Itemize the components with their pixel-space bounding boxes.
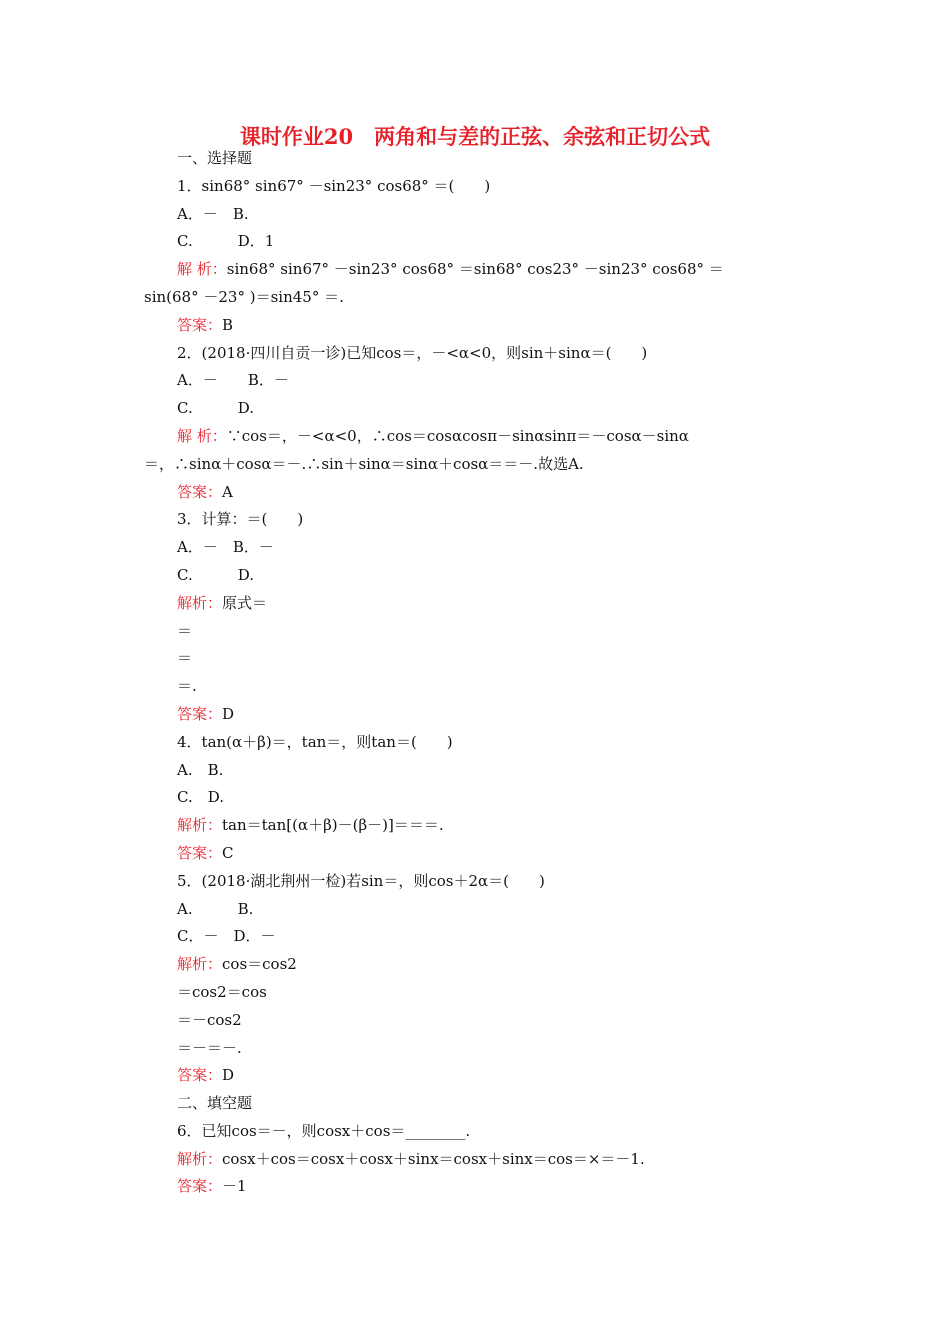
line-text: A．－ B．－ (177, 538, 274, 557)
document-line (177, 534, 950, 562)
line-text: 3．计算：＝( ) (177, 510, 304, 529)
document-line (177, 701, 950, 729)
document-line (177, 312, 950, 340)
document-line (177, 562, 950, 590)
line-text: A (222, 482, 233, 501)
line-text: ＝－＝－. (177, 1038, 242, 1057)
document-body (0, 145, 950, 1201)
line-text: sin(68° －23° )＝sin45° ＝. (144, 287, 344, 306)
line-label: 解析： (177, 593, 223, 612)
document-line (177, 868, 950, 896)
line-label: 解析： (177, 955, 223, 974)
document-line (177, 729, 950, 757)
line-text: A．－ B．－ (177, 371, 289, 390)
document-line (177, 479, 950, 507)
line-text: D (222, 1066, 235, 1085)
document-line (177, 506, 950, 534)
document-line (177, 923, 950, 951)
line-text: A. B. (177, 760, 224, 779)
line-text: cosx＋cos＝cosx＋cosx＋sinx＝cosx＋sinx＝cos＝×＝－1. (222, 1149, 645, 1168)
line-text: 1．sin68° sin67° －sin23° cos68° ＝( ) (177, 176, 491, 195)
line-label: 答案： (177, 704, 223, 723)
line-label: 解析： (177, 816, 223, 835)
line-label: 解 析： (177, 260, 227, 279)
document-line (177, 228, 950, 256)
line-text: B (222, 315, 234, 334)
document-line (177, 395, 950, 423)
line-text: 2．(2018·四川自贡一诊)已知cos＝，－<α<0，则sin＋sinα＝( ) (177, 343, 648, 362)
document-line (177, 1035, 950, 1063)
line-text: ＝，∴sinα＋cosα＝－.∴sin＋sinα＝sinα＋cosα＝＝－.故选A. (144, 454, 584, 473)
page-title: 课时作业20 两角和与差的正弦、余弦和正切公式 (239, 124, 711, 149)
document-line (177, 201, 950, 229)
document-line (177, 840, 950, 868)
line-text: ∵cos＝，－<α<0，∴cos＝cosαcosπ－sinαsinπ＝－cosα－sinα (226, 426, 689, 445)
document-line (177, 145, 950, 173)
document-line (177, 896, 950, 924)
line-text: tan＝tan[(α＋β)－(β－)]＝＝＝. (222, 816, 444, 835)
line-text: 二、填空题 (177, 1094, 253, 1113)
line-text: cos＝cos2 (222, 955, 297, 974)
line-label: 答案： (177, 482, 223, 501)
document-line (177, 812, 950, 840)
line-label: 解析： (177, 1149, 223, 1168)
line-text: ＝. (177, 677, 197, 696)
line-label: 答案： (177, 315, 223, 334)
line-text: sin68° sin67° －sin23° cos68° ＝sin68° cos23° －sin23° cos68° ＝ (226, 260, 724, 279)
line-text: 原式＝ (222, 593, 268, 612)
line-text: A．－ B. (177, 204, 249, 223)
document-line (177, 784, 950, 812)
document-line (177, 1062, 950, 1090)
line-text: A. B. (177, 899, 254, 918)
document-line (177, 367, 950, 395)
document-line (144, 284, 950, 312)
document-line (177, 979, 950, 1007)
document-line (177, 173, 950, 201)
document-line (177, 423, 950, 451)
document-line (177, 340, 950, 368)
line-text: ＝cos2＝cos (177, 982, 267, 1001)
document-line (177, 1118, 950, 1146)
line-text: －1 (222, 1177, 247, 1196)
document-line (177, 757, 950, 785)
line-text: ＝ (177, 649, 193, 668)
line-text: C. D．1 (177, 232, 275, 251)
line-text: 6．已知cos＝－，则cosx＋cos＝________. (177, 1121, 471, 1140)
document-line (177, 590, 950, 618)
line-text: C (222, 843, 234, 862)
document-line (177, 673, 950, 701)
line-text: D (222, 704, 235, 723)
line-text: ＝－cos2 (177, 1010, 242, 1029)
line-text: C. D. (177, 565, 254, 584)
line-label: 答案： (177, 1066, 223, 1085)
line-text: 5．(2018·湖北荆州一检)若sin＝，则cos＋2α＝( ) (177, 871, 545, 890)
document-line (177, 1173, 950, 1201)
line-text: 4．tan(α＋β)＝，tan＝，则tan＝( ) (177, 732, 453, 751)
document-line (177, 951, 950, 979)
document-line (144, 451, 950, 479)
document-line (177, 256, 950, 284)
document-line (177, 1146, 950, 1174)
line-text: C. D. (177, 399, 254, 418)
document-line (177, 1007, 950, 1035)
document-line (177, 645, 950, 673)
line-text: 一、选择题 (177, 149, 253, 167)
line-text: ＝ (177, 621, 193, 640)
line-label: 答案： (177, 1177, 223, 1196)
line-label: 解 析： (177, 426, 227, 445)
line-text: C. D. (177, 788, 224, 807)
document-line (177, 618, 950, 646)
line-text: C．－ D．－ (177, 927, 276, 946)
line-label: 答案： (177, 843, 223, 862)
document-line (177, 1090, 950, 1118)
